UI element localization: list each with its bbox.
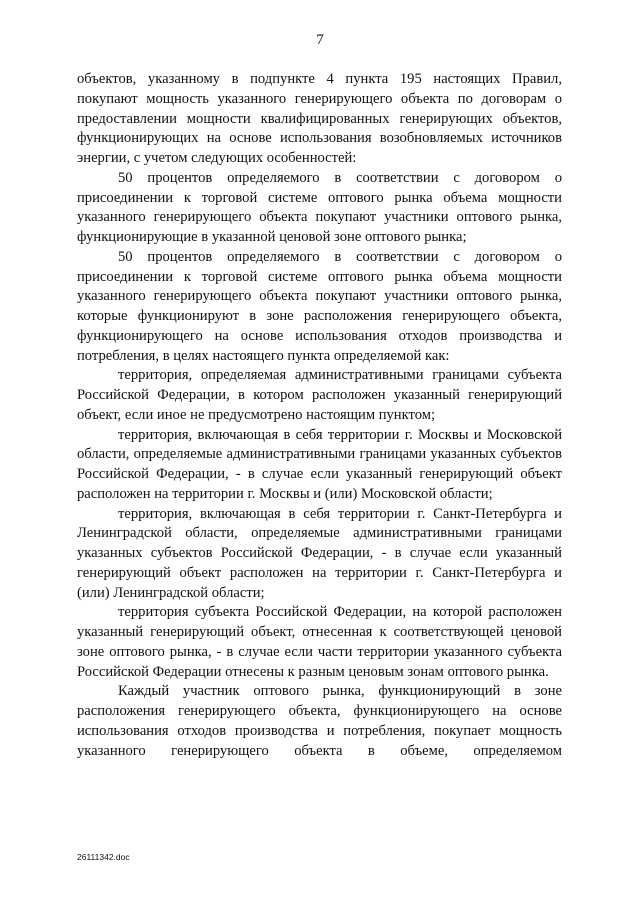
paragraph-territory-saint-petersburg: территория, включающая в себя территории г. Санкт-Петербурга и Ленинградской области, определяемые административными границами указанных субъектов Российской Федерации, - в случае если указанный генерирующий объект расположен на территории г. Санкт-Петербурга и (или) Ленинградской области; — [77, 505, 562, 601]
paragraph-each-participant: Каждый участник оптового рынка, функционирующий в зоне расположения генерирующего объекта, функционирующего на основе использования отходов производства и потребления, покупает мощность указанного генерирующего объекта в объеме, определяемом — [77, 683, 562, 759]
paragraph-first-half-volume: 50 процентов определяемого в соответствии с договором о присоединении к торговой системе оптового рынка объема мощности указанного генерирующего объекта покупают участники оптового рынка, функционирующие в указанной ценовой зоне оптового рынка; — [77, 169, 562, 245]
page-number: 7 — [316, 32, 324, 48]
paragraph-territory-moscow: территория, включающая в себя территории г. Москвы и Московской области, определяемые административными границами указанных субъектов Российской Федерации, - в случае если указанный генерирующий объект расположен на территории г. Москвы и (или) Московской области; — [77, 426, 562, 502]
document-code: 26111342.doc — [77, 852, 130, 862]
paragraph-territory-price-zone: территория субъекта Российской Федерации, на которой расположен указанный генерирующий объект, отнесенная к соответствующей ценовой зоне оптового рынка, - в случае если части территории указанного субъекта Российской Федерации отнесены к разным ценовым зонам оптового рынка. — [77, 604, 562, 680]
document-body — [77, 70, 562, 761]
paragraph-second-half-volume: 50 процентов определяемого в соответствии с договором о присоединении к торговой системе оптового рынка объема мощности указанного генерирующего объекта покупают участники оптового рынка, которые функционируют в зоне расположения генерирующего объекта, функционирующего на основе использования отходов производства и потребления, в целях настоящего пункта определяемой как: — [77, 248, 562, 364]
paragraph-continuation: объектов, указанному в подпункте 4 пункта 195 настоящих Правил, покупают мощность указанного генерирующего объекта по договорам о предоставлении мощности квалифицированных генерирующих объектов, функционирующих на основе использования возобновляемых источников энергии, с учетом следующих особенностей: — [77, 71, 562, 166]
paragraph-territory-subject: территория, определяемая административными границами субъекта Российской Федерации, в котором расположен указанный генерирующий объект, если иное не предусмотрено настоящим пунктом; — [77, 367, 562, 423]
